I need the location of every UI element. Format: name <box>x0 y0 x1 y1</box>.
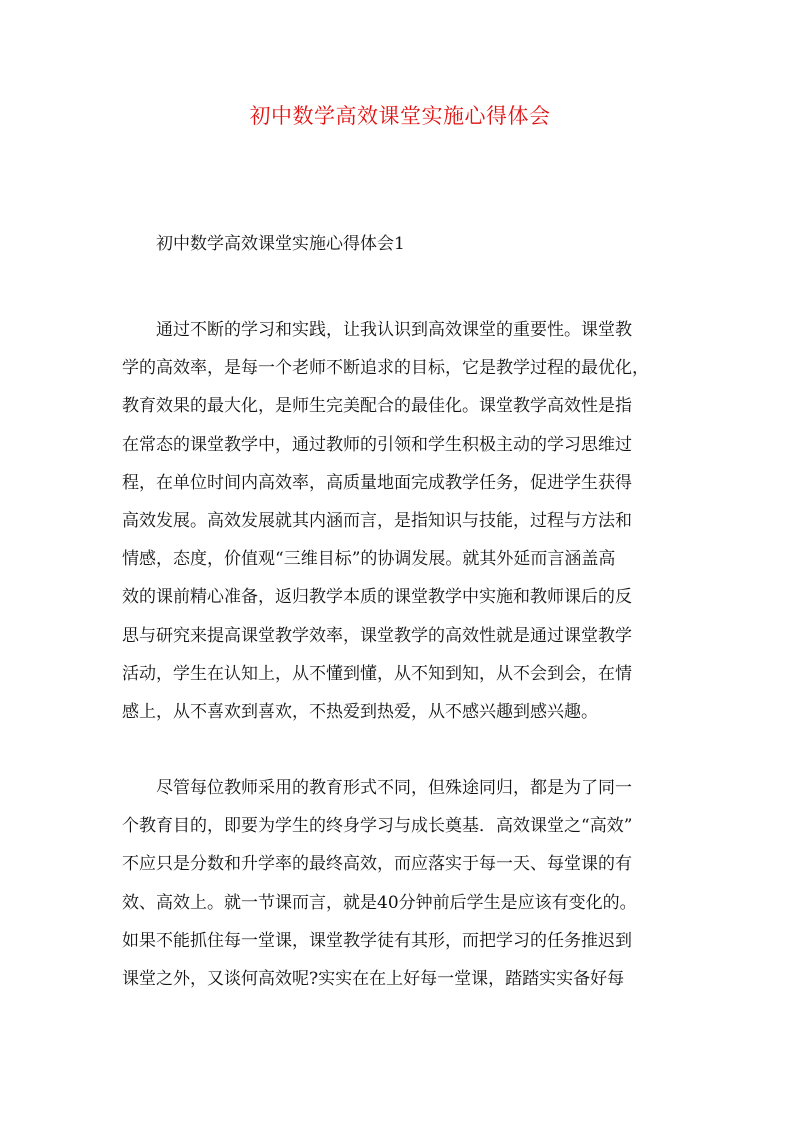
paragraph-line: 效、高效上。就一节课而言，就是40分钟前后学生是应该有变化的。 <box>122 892 637 913</box>
paragraph-line: 课堂之外，又谈何高效呢?实实在在上好每一堂课，踏踏实实备好每 <box>122 968 625 989</box>
paragraph-line: 不应只是分数和升学率的最终高效，而应落实于每一天、每堂课的有 <box>122 854 632 875</box>
paragraph-2 <box>122 769 682 998</box>
paragraph-line: 尽管每位教师采用的教育形式不同，但殊途同归，都是为了同一 <box>156 778 632 798</box>
paragraph-line: 如果不能抓住每一堂课，课堂教学徒有其形，而把学习的任务推迟到 <box>122 930 632 951</box>
paragraph-1 <box>122 311 682 731</box>
paragraph-line: 活动，学生在认知上，从不懂到懂，从不知到知，从不会到会，在情 <box>122 663 632 684</box>
section-heading: 初中数学高效课堂实施心得体会1 <box>156 234 405 254</box>
document-title: 初中数学高效课堂实施心得体会 <box>249 104 551 128</box>
paragraph-line: 程，在单位时间内高效率，高质量地面完成教学任务，促进学生获得 <box>122 472 632 493</box>
paragraph-line: 效的课前精心准备，返归教学本质的课堂教学中实施和教师课后的反 <box>122 587 632 608</box>
paragraph-line: 思与研究来提高课堂教学效率，课堂教学的高效性就是通过课堂教学 <box>122 625 632 646</box>
paragraph-line: 学的高效率，是每一个老师不断追求的目标，它是教学过程的最优化， <box>122 358 649 379</box>
paragraph-line: 通过不断的学习和实践，让我认识到高效课堂的重要性。课堂教 <box>156 320 632 340</box>
paragraph-line: 感上，从不喜欢到喜欢，不热爱到热爱，从不感兴趣到感兴趣。 <box>122 701 598 722</box>
paragraph-line: 在常态的课堂教学中，通过教师的引领和学生积极主动的学习思维过 <box>122 434 632 455</box>
paragraph-line: 高效发展。高效发展就其内涵而言，是指知识与技能，过程与方法和 <box>122 510 632 531</box>
paragraph-line: 情感，态度，价值观“三维目标”的协调发展。就其外延而言涵盖高 <box>122 549 616 570</box>
paragraph-line: 个教育目的，即要为学生的终身学习与成长奠基．高效课堂之“高效” <box>122 816 633 837</box>
paragraph-line: 教育效果的最大化，是师生完美配合的最佳化。课堂教学高效性是指 <box>122 396 632 417</box>
